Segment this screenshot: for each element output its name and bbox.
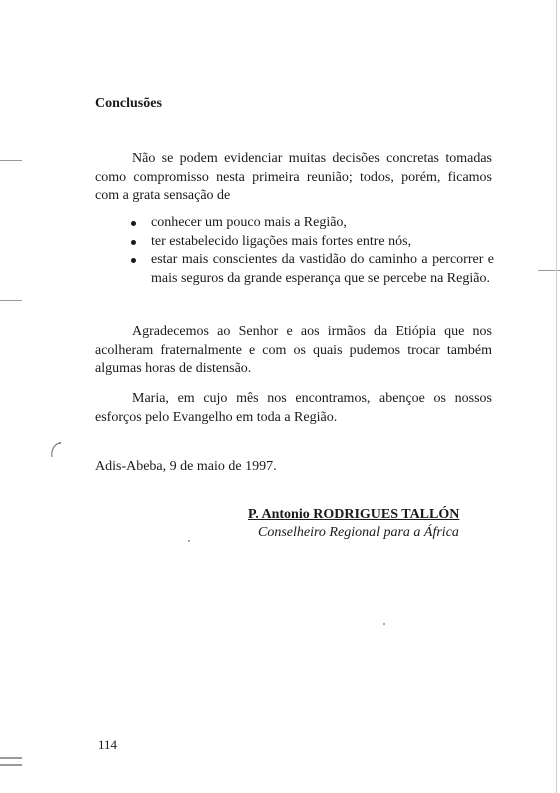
place-date: Adis-Abeba, 9 de maio de 1997. bbox=[95, 459, 277, 474]
bullet-item: conhecer um pouco mais a Região, bbox=[137, 214, 494, 233]
scan-edge-line bbox=[0, 764, 22, 766]
paragraph-intro: Não se podem evidenciar muitas decisões concretas tomadas como compromisso nesta primeira reunião; todos, porém, ficamos com a grata sensação de bbox=[95, 151, 492, 203]
bullet-item: ter estabelecido ligações mais fortes entre nós, bbox=[137, 233, 494, 252]
paragraph-thanks: Agradecemos ao Senhor e aos irmãos da Etiópia que nos acolheram fraternalmente e com os quais pudemos trocar também algumas horas de distensão. bbox=[95, 324, 492, 376]
scan-edge-line bbox=[556, 0, 557, 793]
signature-name: P. Antonio RODRIGUES TALLÓN bbox=[248, 507, 460, 522]
signature-role: Conselheiro Regional para a África bbox=[258, 525, 459, 540]
page-number: 114 bbox=[98, 737, 118, 752]
bullet-item: estar mais conscientes da vastidão do caminho a percorrer e mais seguros da grande esperança que se percebe na Região. bbox=[137, 251, 494, 288]
scan-speck bbox=[188, 540, 190, 542]
pen-mark bbox=[48, 440, 62, 460]
bullet-list bbox=[137, 214, 494, 288]
section-heading: Conclusões bbox=[95, 96, 162, 111]
scan-speck bbox=[383, 623, 385, 625]
scan-edge-line bbox=[0, 757, 22, 759]
scan-edge-line bbox=[0, 160, 22, 161]
scan-edge-line bbox=[0, 300, 22, 301]
paragraph-prayer: Maria, em cujo mês nos encontramos, abençoe os nossos esforços pelo Evangelho em toda a Região. bbox=[95, 391, 492, 425]
